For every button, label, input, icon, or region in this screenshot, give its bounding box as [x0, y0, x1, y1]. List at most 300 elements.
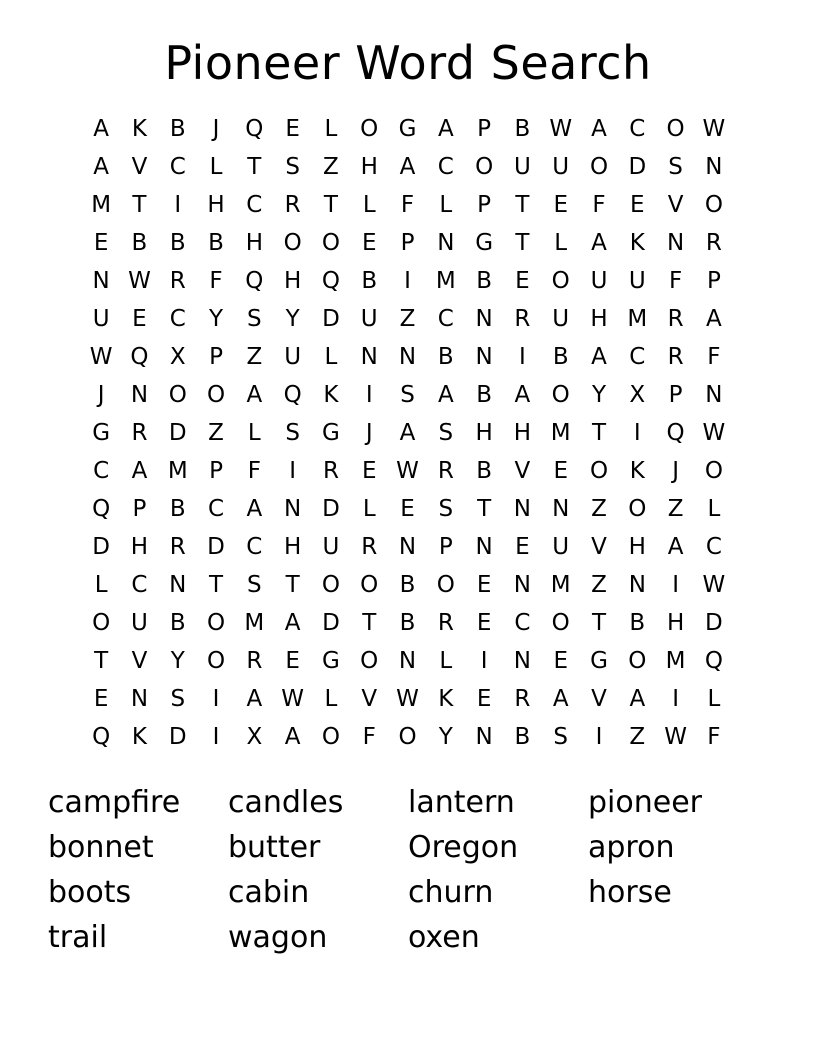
grid-letter: L [707, 685, 721, 712]
grid-letter: P [706, 267, 721, 294]
grid-letter: E [361, 457, 377, 484]
grid-letter: Q [321, 267, 340, 294]
grid-letter: N [92, 267, 110, 294]
grid-letter: U [552, 533, 570, 560]
grid-letter: O [321, 229, 340, 256]
grid-letter: J [672, 457, 679, 484]
grid-letter: N [705, 381, 723, 408]
grid-letter: I [212, 723, 220, 750]
grid-letter: P [438, 533, 453, 560]
grid-letter: I [404, 267, 411, 294]
grid-letter: G [590, 647, 608, 674]
grid-letter: Q [245, 267, 264, 294]
word-list-item: trail [48, 920, 108, 955]
grid-letter: H [513, 419, 532, 446]
grid-letter: N [437, 229, 455, 256]
grid-letter: A [437, 115, 454, 142]
grid-letter: N [513, 571, 532, 598]
grid-letter: J [365, 419, 373, 446]
word-list-item: lantern [408, 785, 515, 820]
grid-letter: V [131, 647, 148, 674]
grid-letter: G [322, 419, 340, 446]
grid-letter: Q [92, 723, 111, 750]
grid-letter: E [553, 191, 568, 218]
grid-letter: W [549, 115, 573, 142]
grid-letter: T [323, 191, 338, 218]
grid-letter: S [285, 419, 300, 446]
grid-letter: N [475, 305, 493, 332]
grid-letter: O [283, 229, 302, 256]
grid-letter: U [131, 609, 148, 636]
word-list-item: candles [228, 785, 344, 820]
grid-letter: P [209, 343, 223, 370]
word-list-item: horse [588, 875, 672, 910]
grid-letter: P [477, 191, 492, 218]
grid-letter: I [672, 685, 679, 712]
word-list-item: churn [408, 875, 494, 910]
grid-letter: A [437, 381, 454, 408]
grid-letter: M [244, 609, 265, 636]
grid-letter: B [169, 115, 186, 142]
grid-letter: C [246, 533, 263, 560]
grid-letter: C [629, 343, 646, 370]
grid-letter: R [667, 305, 684, 332]
grid-letter: B [552, 343, 569, 370]
grid-letter: R [169, 533, 186, 560]
grid-letter: X [629, 381, 646, 408]
grid-letter: E [553, 647, 568, 674]
grid-letter: D [168, 723, 187, 750]
grid-letter: O [551, 609, 570, 636]
grid-letter: L [94, 571, 108, 598]
grid-letter: E [132, 305, 147, 332]
grid-letter: A [284, 609, 301, 636]
grid-letter: I [672, 571, 679, 598]
grid-letter: E [400, 495, 415, 522]
grid-letter: W [664, 723, 687, 750]
grid-letter: C [169, 305, 186, 332]
grid-letter: B [131, 229, 148, 256]
grid-letter: E [476, 571, 492, 598]
grid-letter: W [128, 267, 151, 294]
grid-letter: I [174, 191, 182, 218]
grid-letter: K [131, 723, 147, 750]
grid-letter: F [209, 267, 223, 294]
grid-letter: C [629, 115, 646, 142]
grid-letter: A [706, 305, 722, 332]
grid-letter: E [285, 115, 300, 142]
grid-letter: I [633, 419, 641, 446]
grid-letter: B [169, 495, 186, 522]
grid-letter: E [361, 229, 377, 256]
grid-letter: U [322, 533, 340, 560]
grid-letter: H [628, 533, 646, 560]
grid-letter: Y [591, 381, 607, 408]
grid-letter: L [362, 495, 376, 522]
grid-letter: A [591, 343, 607, 370]
grid-letter: L [247, 419, 261, 446]
grid-letter: E [630, 191, 645, 218]
grid-letter: D [322, 609, 340, 636]
grid-letter: E [285, 647, 300, 674]
grid-letter: T [591, 419, 607, 446]
grid-letter: N [513, 495, 532, 522]
grid-letter: L [439, 647, 453, 674]
grid-letter: L [439, 191, 453, 218]
grid-letter: Q [130, 343, 149, 370]
grid-letter: V [131, 153, 148, 180]
grid-letter: O [398, 723, 417, 750]
grid-letter: E [476, 609, 492, 636]
grid-letter: W [396, 457, 419, 484]
grid-letter: Q [283, 381, 302, 408]
grid-letter: B [399, 609, 416, 636]
grid-letter: O [360, 115, 379, 142]
grid-letter: E [93, 685, 109, 712]
word-list-item: pioneer [588, 785, 702, 820]
grid-letter: S [247, 305, 262, 332]
grid-letter: L [362, 191, 376, 218]
grid-letter: U [513, 153, 531, 180]
grid-letter: P [209, 457, 223, 484]
grid-letter: H [283, 267, 302, 294]
grid-letter: O [436, 571, 455, 598]
grid-letter: T [515, 191, 530, 218]
grid-letter: E [93, 229, 109, 256]
grid-letter: W [396, 685, 419, 712]
grid-letter: S [668, 153, 683, 180]
grid-letter: S [285, 153, 300, 180]
grid-letter: B [399, 571, 416, 598]
grid-letter: O [206, 381, 226, 408]
grid-letter: F [668, 267, 683, 294]
grid-letter: N [475, 533, 493, 560]
word-list-item: boots [48, 875, 132, 910]
grid-letter: D [705, 609, 723, 636]
grid-letter: O [321, 723, 340, 750]
grid-letter: A [246, 381, 263, 408]
grid-letter: H [130, 533, 149, 560]
grid-letter: T [591, 609, 607, 636]
grid-letter: M [91, 191, 112, 218]
grid-letter: E [476, 685, 492, 712]
grid-letter: S [553, 723, 569, 750]
grid-letter: C [246, 191, 263, 218]
grid-letter: O [168, 381, 187, 408]
grid-letter: K [629, 457, 645, 484]
grid-letter: S [400, 381, 415, 408]
word-list-item: bonnet [48, 830, 154, 865]
grid-letter: K [131, 115, 147, 142]
grid-letter: N [130, 685, 149, 712]
grid-letter: L [324, 685, 338, 712]
grid-letter: O [704, 191, 723, 218]
grid-letter: A [399, 153, 416, 180]
grid-letter: L [707, 495, 721, 522]
word-list [48, 780, 768, 960]
grid-letter: P [477, 115, 492, 142]
grid-letter: Q [245, 115, 264, 142]
grid-letter: L [554, 229, 568, 256]
grid-letter: A [552, 685, 569, 712]
grid-letter: B [208, 229, 224, 256]
grid-letter: Y [438, 723, 453, 750]
grid-letter: Z [591, 571, 607, 598]
grid-letter: N [705, 153, 723, 180]
grid-letter: X [246, 723, 263, 750]
grid-letter: H [283, 533, 302, 560]
grid-letter: M [167, 457, 188, 484]
grid-letter: N [130, 381, 149, 408]
grid-letter: M [665, 647, 686, 674]
grid-letter: O [666, 115, 685, 142]
grid-letter: N [628, 571, 646, 598]
grid-letter: T [94, 647, 109, 674]
grid-letter: F [707, 723, 721, 750]
grid-letter: J [97, 381, 105, 408]
letter-grid [82, 110, 733, 756]
grid-letter: N [475, 723, 493, 750]
grid-letter: F [592, 191, 606, 218]
grid-letter: R [284, 191, 301, 218]
grid-letter: R [246, 647, 263, 674]
grid-letter: C [514, 609, 531, 636]
grid-letter: K [438, 685, 454, 712]
grid-letter: N [398, 533, 417, 560]
grid-letter: Z [399, 305, 416, 332]
grid-letter: V [361, 685, 378, 712]
grid-letter: Y [170, 647, 185, 674]
grid-letter: O [206, 647, 226, 674]
word-list-item: cabin [228, 875, 310, 910]
grid-letter: Z [591, 495, 607, 522]
grid-letter: U [552, 305, 570, 332]
grid-letter: T [477, 495, 492, 522]
grid-letter: M [627, 305, 648, 332]
grid-letter: I [595, 723, 603, 750]
grid-letter: W [702, 571, 726, 598]
grid-letter: N [398, 647, 417, 674]
grid-letter: O [360, 571, 379, 598]
grid-letter: A [93, 153, 110, 180]
grid-letter: F [707, 343, 721, 370]
word-list-item: wagon [228, 920, 328, 955]
grid-letter: U [552, 153, 570, 180]
grid-letter: H [360, 153, 378, 180]
grid-letter: D [168, 419, 187, 446]
grid-letter: A [284, 723, 301, 750]
grid-letter: A [93, 115, 110, 142]
grid-letter: Q [704, 647, 723, 674]
grid-letter: S [438, 495, 454, 522]
grid-letter: D [322, 495, 340, 522]
grid-letter: D [92, 533, 110, 560]
grid-letter: V [667, 191, 684, 218]
grid-letter: D [207, 533, 225, 560]
grid-letter: N [513, 647, 532, 674]
grid-letter: D [628, 153, 647, 180]
grid-letter: Q [666, 419, 685, 446]
grid-letter: N [666, 229, 685, 256]
grid-letter: B [361, 267, 378, 294]
word-list-item: oxen [408, 920, 480, 955]
grid-letter: M [550, 419, 571, 446]
word-list-item: apron [588, 830, 675, 865]
grid-letter: X [169, 343, 186, 370]
grid-letter: I [519, 343, 526, 370]
grid-letter: C [437, 305, 454, 332]
grid-letter: O [589, 457, 609, 484]
grid-letter: A [591, 115, 607, 142]
grid-letter: N [284, 495, 302, 522]
grid-letter: Y [285, 305, 300, 332]
grid-letter: H [245, 229, 263, 256]
grid-letter: B [476, 381, 492, 408]
grid-letter: H [666, 609, 685, 636]
grid-letter: I [212, 685, 220, 712]
grid-letter: N [475, 343, 493, 370]
grid-letter: O [206, 609, 226, 636]
grid-letter: K [323, 381, 339, 408]
grid-letter: V [514, 457, 531, 484]
grid-letter: O [628, 495, 647, 522]
grid-letter: W [702, 115, 726, 142]
grid-letter: Z [667, 495, 684, 522]
grid-letter: Z [208, 419, 224, 446]
grid-letter: R [437, 457, 454, 484]
grid-letter: S [247, 571, 262, 598]
grid-letter: F [247, 457, 261, 484]
grid-letter: Z [246, 343, 263, 370]
grid-letter: A [514, 381, 531, 408]
grid-letter: P [668, 381, 683, 408]
grid-letter: R [667, 343, 684, 370]
grid-letter: I [289, 457, 297, 484]
grid-letter: D [322, 305, 340, 332]
grid-letter: I [480, 647, 488, 674]
grid-letter: A [591, 229, 607, 256]
grid-letter: C [437, 153, 454, 180]
grid-letter: A [667, 533, 684, 560]
grid-letter: T [247, 153, 262, 180]
grid-letter: G [92, 419, 111, 446]
grid-letter: P [400, 229, 415, 256]
grid-letter: H [207, 191, 225, 218]
grid-letter: U [628, 267, 646, 294]
grid-letter: U [360, 305, 378, 332]
grid-letter: S [170, 685, 186, 712]
grid-letter: R [361, 533, 378, 560]
grid-letter: L [324, 343, 338, 370]
grid-letter: O [360, 647, 379, 674]
grid-letter: B [514, 723, 531, 750]
grid-letter: R [437, 609, 454, 636]
grid-letter: J [212, 115, 220, 142]
grid-letter: L [209, 153, 223, 180]
grid-letter: A [246, 495, 263, 522]
grid-letter: B [169, 609, 186, 636]
grid-letter: E [553, 457, 568, 484]
grid-letter: R [131, 419, 148, 446]
grid-letter: U [92, 305, 110, 332]
grid-letter: O [475, 153, 494, 180]
grid-letter: E [515, 533, 530, 560]
grid-letter: L [324, 115, 338, 142]
grid-letter: U [284, 343, 302, 370]
grid-letter: A [629, 685, 646, 712]
grid-letter: G [398, 115, 417, 142]
grid-letter: C [93, 457, 110, 484]
grid-letter: E [515, 267, 530, 294]
grid-letter: T [285, 571, 300, 598]
grid-letter: O [704, 457, 723, 484]
grid-letter: W [89, 343, 113, 370]
grid-letter: U [590, 267, 608, 294]
grid-letter: O [589, 153, 609, 180]
grid-letter: T [362, 609, 377, 636]
grid-letter: B [476, 267, 492, 294]
grid-letter: Z [323, 153, 339, 180]
grid-letter: C [131, 571, 148, 598]
grid-letter: N [360, 343, 378, 370]
grid-letter: A [131, 457, 148, 484]
grid-letter: R [705, 229, 722, 256]
grid-letter: R [514, 305, 531, 332]
grid-letter: F [400, 191, 415, 218]
grid-letter: T [132, 191, 147, 218]
grid-letter: O [551, 381, 570, 408]
grid-letter: B [169, 229, 186, 256]
grid-letter: W [281, 685, 304, 712]
grid-letter: R [514, 685, 531, 712]
grid-letter: B [476, 457, 492, 484]
word-list-item: butter [228, 830, 321, 865]
grid-letter: I [365, 381, 373, 408]
grid-letter: W [702, 419, 726, 446]
grid-letter: R [322, 457, 339, 484]
grid-letter: V [591, 685, 607, 712]
grid-letter: N [398, 343, 417, 370]
grid-letter: A [246, 685, 263, 712]
grid-letter: R [169, 267, 186, 294]
page-title: Pioneer Word Search [164, 36, 652, 90]
grid-letter: N [552, 495, 570, 522]
grid-letter: G [475, 229, 494, 256]
grid-letter: S [438, 419, 454, 446]
grid-letter: Y [209, 305, 224, 332]
grid-letter: O [321, 571, 340, 598]
grid-letter: K [629, 229, 645, 256]
grid-letter: C [208, 495, 225, 522]
word-list-item: campfire [48, 785, 181, 820]
grid-letter: M [435, 267, 456, 294]
grid-letter: O [92, 609, 111, 636]
grid-letter: Z [629, 723, 646, 750]
grid-letter: A [399, 419, 416, 446]
grid-letter: F [362, 723, 376, 750]
grid-letter: Q [92, 495, 111, 522]
grid-letter: P [132, 495, 147, 522]
grid-letter: B [629, 609, 646, 636]
grid-letter: C [705, 533, 722, 560]
grid-letter: H [475, 419, 493, 446]
grid-letter: V [591, 533, 607, 560]
grid-letter: O [628, 647, 647, 674]
grid-letter: B [437, 343, 454, 370]
grid-letter: N [169, 571, 187, 598]
grid-letter: T [209, 571, 224, 598]
grid-letter: M [550, 571, 571, 598]
